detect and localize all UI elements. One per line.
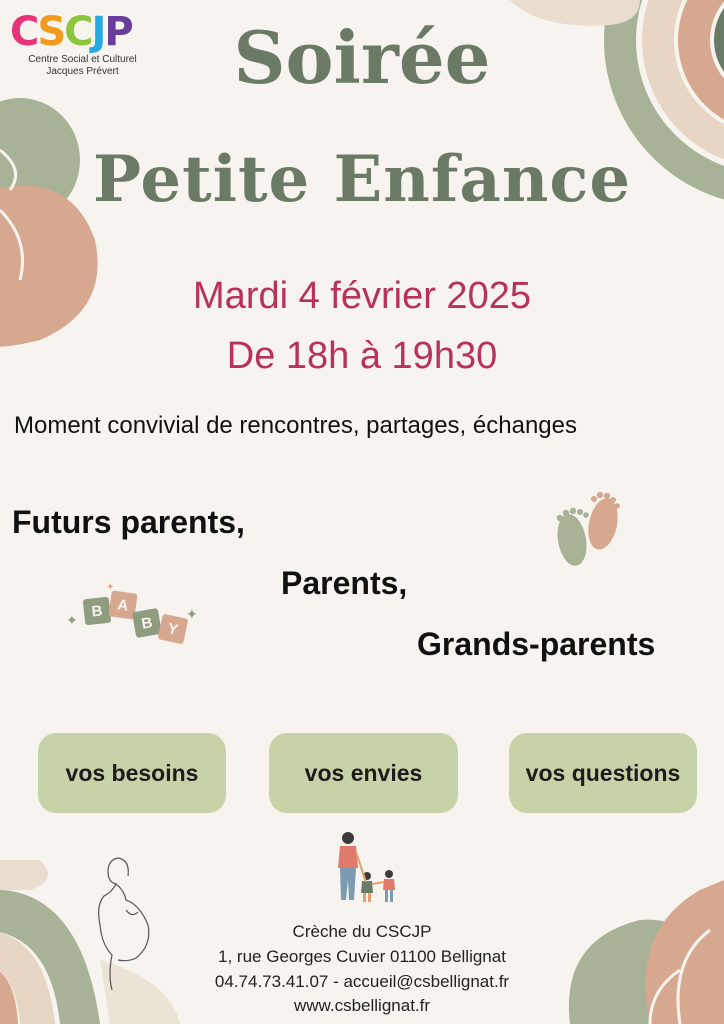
tagline: Moment convivial de rencontres, partages, échanges: [14, 412, 577, 439]
baby-block: B: [83, 597, 112, 626]
topic-pill-wishes: vos envies: [269, 733, 458, 813]
footer-address: 1, rue Georges Cuvier 01100 Bellignat: [218, 947, 506, 966]
star-icon: ✦: [66, 612, 78, 628]
baby-block: B: [132, 608, 162, 638]
star-icon: ✦: [186, 606, 198, 622]
footprints-icon: [554, 492, 622, 568]
topic-pill-needs: vos besoins: [38, 733, 226, 813]
topic-pill-questions: vos questions: [509, 733, 697, 813]
event-date: Mardi 4 février 2025: [193, 275, 531, 317]
audience-future-parents: Futurs parents,: [12, 504, 245, 540]
event-hours: De 18h à 19h30: [226, 335, 498, 377]
baby-block: Y: [158, 614, 189, 645]
rainbow-arc-bottom-left: [0, 860, 180, 1024]
footer-venue: Crèche du CSCJP: [292, 922, 432, 941]
logo-letter: C: [10, 9, 38, 55]
logo-letter: S: [37, 9, 65, 55]
family-illustration: [338, 832, 395, 902]
logo-subtitle-line1: Centre Social et Culturel: [28, 54, 137, 65]
audience-parents: Parents,: [281, 565, 408, 601]
footer-contact: 04.74.73.41.07 - accueil@csbellignat.fr: [214, 972, 510, 991]
logo-letter: C: [64, 9, 92, 55]
audience-grandparents: Grands-parents: [417, 626, 656, 662]
logo-letter: J: [91, 9, 105, 55]
logo-letter: P: [104, 9, 132, 55]
title-line2: Petite Enfance: [92, 142, 632, 217]
leaf-blob-bottom-right: [569, 880, 724, 1024]
baby-blocks-illustration: [66, 582, 198, 648]
title-line1: Soirée: [233, 15, 491, 100]
star-icon: ✦: [106, 582, 115, 593]
footer-website: www.csbellignat.fr: [293, 996, 431, 1015]
logo-subtitle-line2: Jacques Prévert: [46, 66, 119, 77]
baby-block: A: [108, 590, 137, 619]
